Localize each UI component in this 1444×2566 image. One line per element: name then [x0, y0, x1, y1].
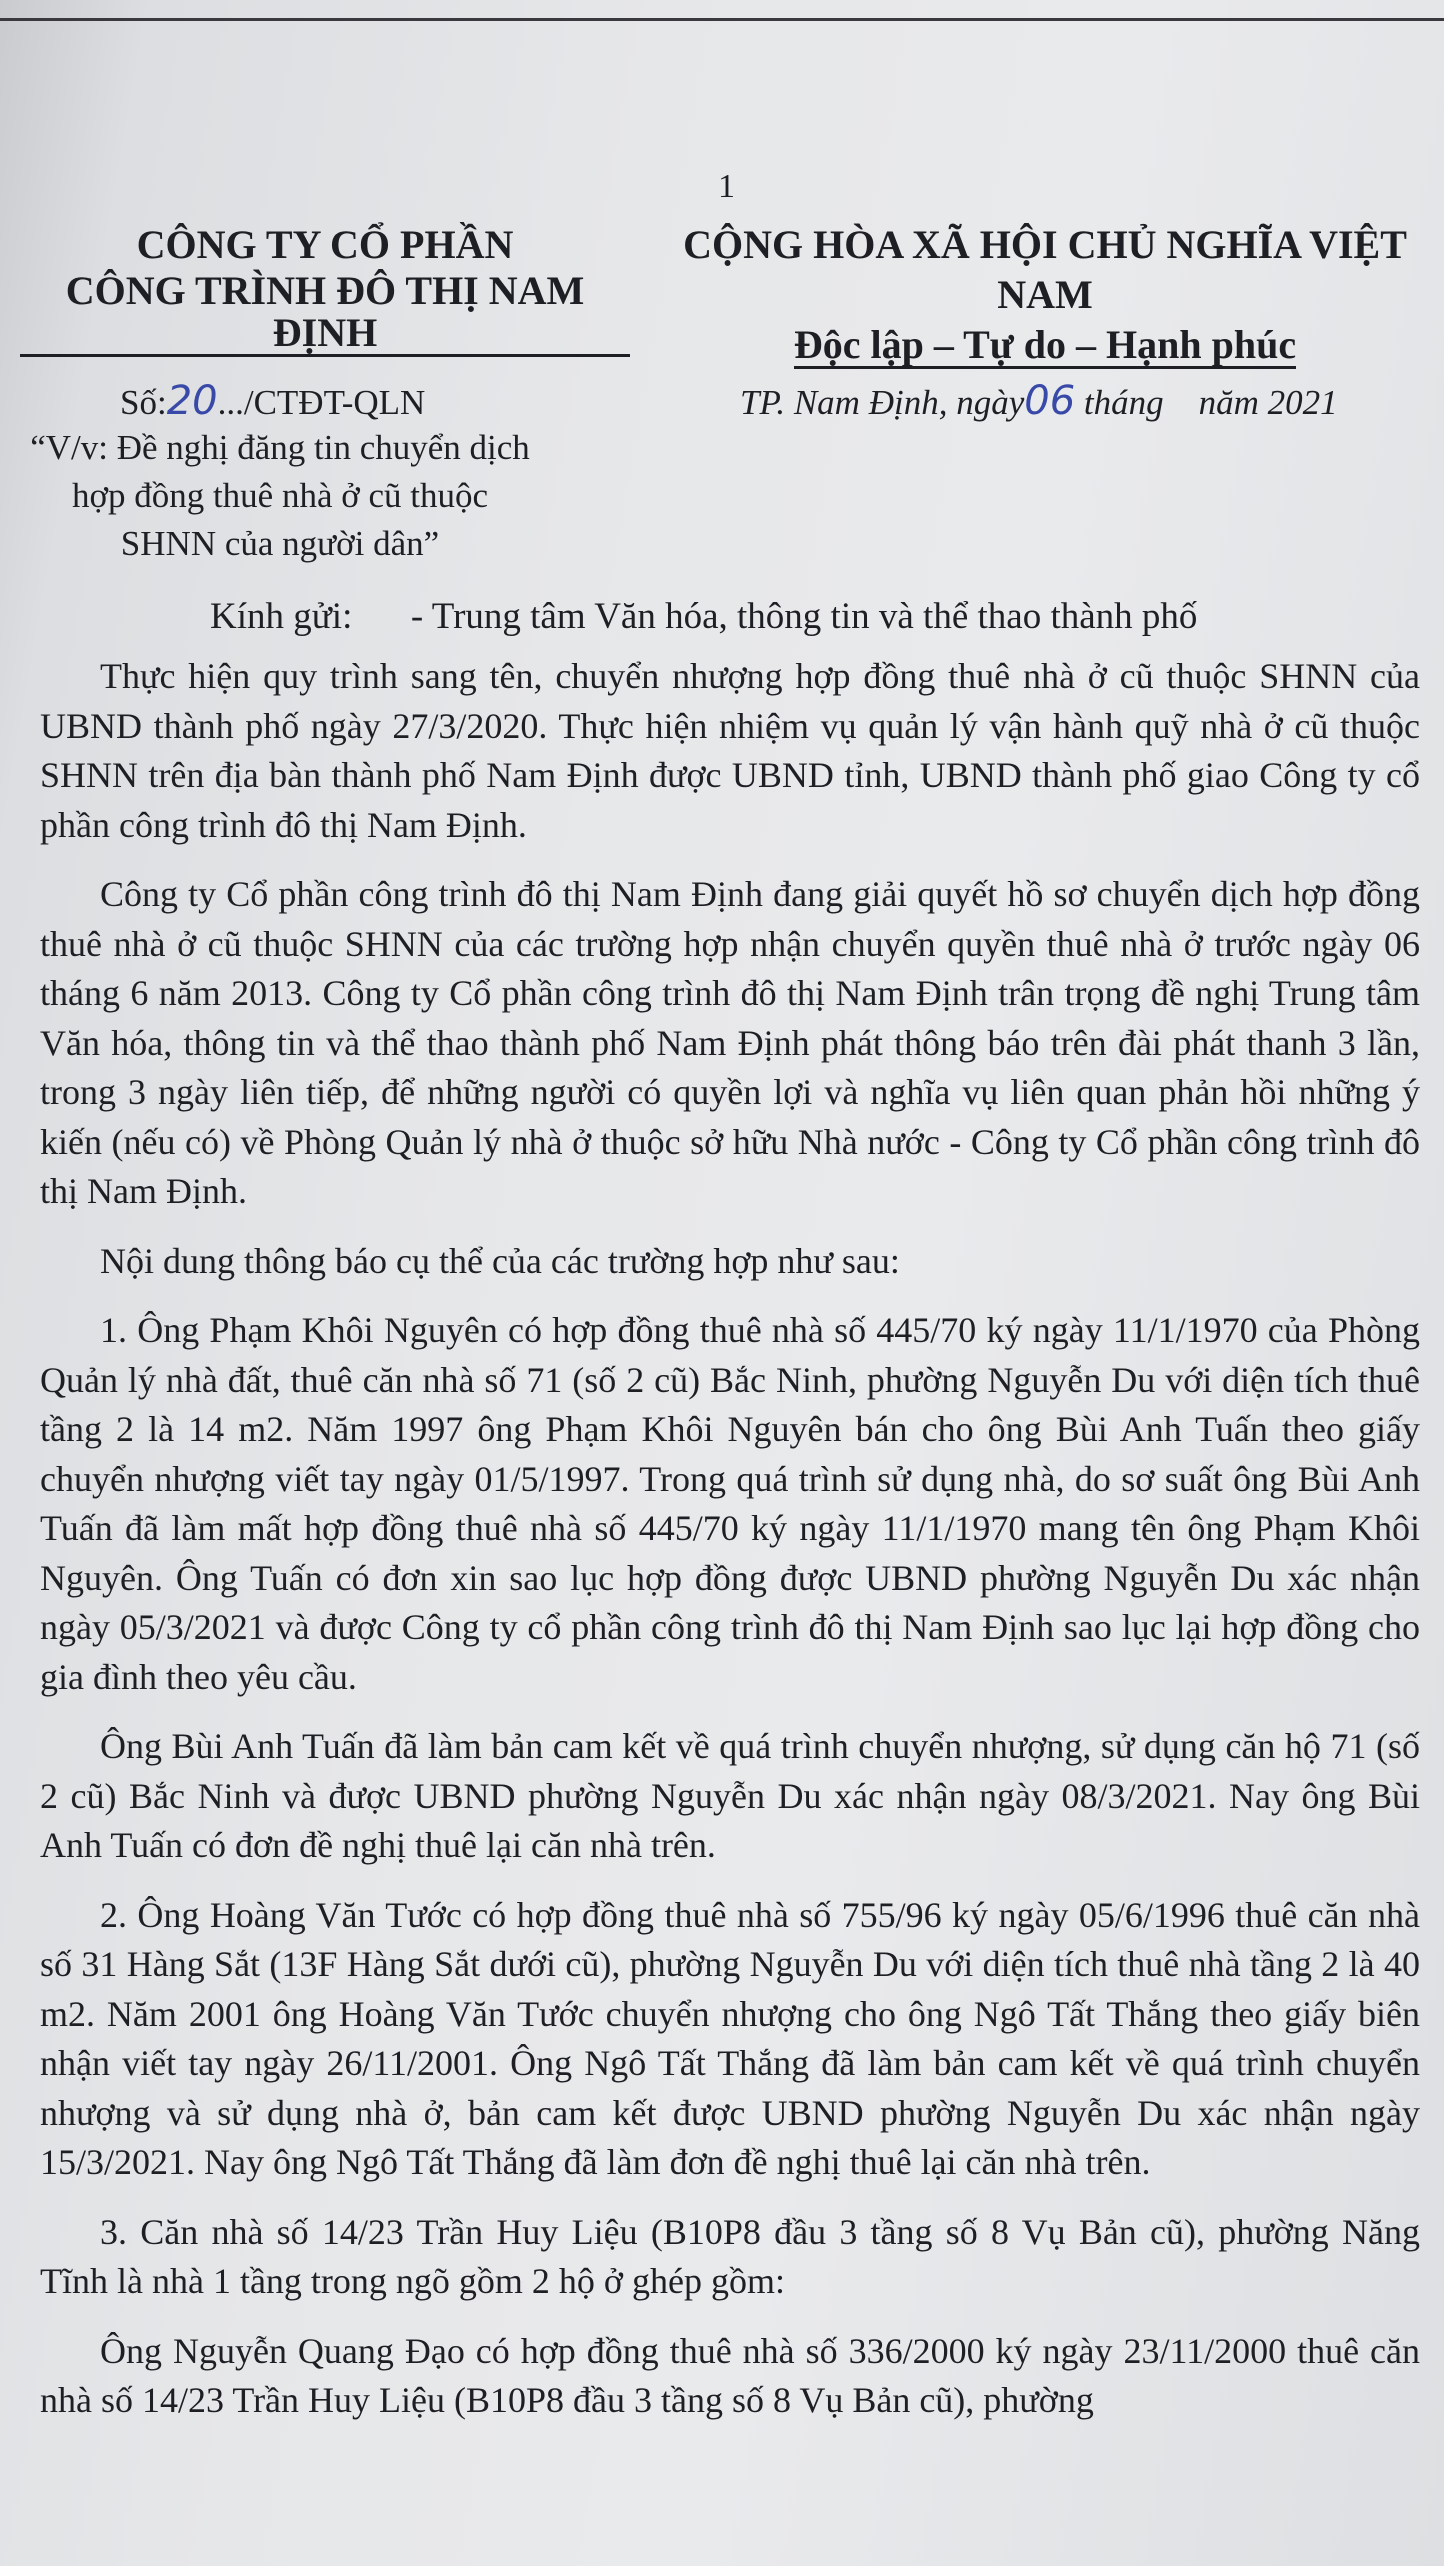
subject-block — [0, 424, 560, 568]
paragraph: Ông Bùi Anh Tuấn đã làm bản cam kết về quá trình chuyển nhượng, sử dụng căn hộ 71 (số 2 cũ) Bắc Ninh và được UBND phường Nguyễn Du xác nhận ngày 08/3/2021. Nay ông Bùi Anh Tuấn có đơn đề nghị thuê lại căn nhà trên. — [40, 1726, 1420, 1865]
subject-line-2: hợp đồng thuê nhà ở cũ thuộc — [71, 476, 489, 515]
recipient-label: Kính gửi: — [210, 596, 353, 637]
top-edge-line — [0, 18, 1444, 21]
date-rest: tháng năm 2021 — [1083, 383, 1338, 422]
subject-line-1: “V/v: Đề nghị đăng tin chuyển dịch — [30, 428, 530, 467]
paragraph: Nội dung thông báo cụ thể của các trường hợp như sau: — [100, 1240, 900, 1281]
document-number — [120, 378, 425, 424]
company-line-1: CÔNG TY CỔ PHẦN — [136, 222, 514, 267]
paragraph: 3. Căn nhà số 14/23 Trần Huy Liệu (B10P8 đầu 3 tầng số 8 Vụ Bản cũ), phường Năng Tĩnh là nhà 1 tầng trong ngõ gồm 2 hộ ở ghép gồm: — [40, 2211, 1420, 2301]
paragraph: Thực hiện quy trình sang tên, chuyển nhượng hợp đồng thuê nhà ở cũ thuộc SHNN của UBND thành phố ngày 27/3/2020. Thực hiện nhiệm vụ quản lý vận hành quỹ nhà ở cũ thuộc SHNN trên địa bàn thành phố Nam Định được UBND tỉnh, UBND thành phố giao Công ty cổ phần công trình đô thị Nam Định. — [40, 656, 1420, 845]
paragraph: 1. Ông Phạm Khôi Nguyên có hợp đồng thuê nhà số 445/70 ký ngày 11/1/1970 của Phòng Quản lý nhà đất, thuê căn nhà số 71 (số 2 cũ) Bắc Ninh, phường Nguyễn Du với diện tích thuê tầng 2 là 14 m2. Năm 1997 ông Phạm Khôi Nguyên bán cho ông Bùi Anh Tuấn theo giấy chuyển nhượng viết tay ngày 01/5/1997. Trong quá trình sử dụng nhà, do sơ suất ông Bùi Anh Tuấn đã làm mất hợp đồng thuê nhà số 445/70 ký ngày 11/1/1970 mang tên ông Phạm Khôi Nguyên. Ông Tuấn có đơn xin sao lục hợp đồng được UBND phường Nguyễn Du xác nhận ngày 05/3/2021 và được Công ty cổ phần công trình đô thị Nam Định sao lục lại hợp đồng cho gia đình theo yêu cầu. — [40, 1310, 1420, 1697]
doc-number-prefix: Số: — [120, 383, 167, 422]
paragraph: Ông Nguyễn Quang Đạo có hợp đồng thuê nhà số 336/2000 ký ngày 23/11/2000 thuê căn nhà số 14/23 Trần Huy Liệu (B10P8 đầu 3 tầng số 8 Vụ Bản cũ), phường — [40, 2330, 1420, 2420]
page-number: 1 — [718, 168, 735, 205]
place-date — [740, 378, 1338, 424]
doc-number-handwritten: 20 — [166, 378, 218, 424]
nation-title: CỘNG HÒA XÃ HỘI CHỦ NGHĨA VIỆT NAM — [683, 222, 1407, 317]
document-body — [40, 652, 1420, 2426]
doc-number-suffix: .../CTĐT-QLN — [217, 383, 426, 422]
company-line-2: CÔNG TRÌNH ĐÔ THỊ NAM ĐỊNH — [20, 270, 630, 357]
subject-line-3: SHNN của người dân” — [120, 524, 440, 563]
recipient-line — [210, 595, 1197, 638]
company-header — [20, 220, 630, 358]
recipient-name: - Trung tâm Văn hóa, thông tin và thể thao thành phố — [410, 596, 1198, 637]
place-label: TP. Nam Định, ngày — [740, 383, 1025, 422]
paragraph: Công ty Cổ phần công trình đô thị Nam Định đang giải quyết hồ sơ chuyển dịch hợp đồng thuê nhà ở cũ thuộc SHNN của các trường hợp nhận chuyển quyền thuê nhà ở trước ngày 06 tháng 6 năm 2013. Công ty Cổ phần công trình đô thị Nam Định trân trọng đề nghị Trung tâm Văn hóa, thông tin và thể thao thành phố Nam Định phát thông báo trên đài phát thanh 3 lần, trong 3 ngày liên tiếp, để những người có quyền lợi và nghĩa vụ liên quan phản hồi những ý kiến (nếu có) về Phòng Quản lý nhà ở thuộc sở hữu Nhà nước - Công ty Cổ phần công trình đô thị Nam Định. — [40, 874, 1420, 1211]
date-day-handwritten: 06 — [1024, 378, 1076, 424]
paragraph: 2. Ông Hoàng Văn Tước có hợp đồng thuê nhà số 755/96 ký ngày 05/6/1996 thuê căn nhà số 31 Hàng Sắt (13F Hàng Sắt dưới cũ), phường Nguyễn Du với diện tích thuê nhà tầng 2 là 40 m2. Năm 2001 ông Hoàng Văn Tước chuyển nhượng cho ông Ngô Tất Thắng theo giấy biên nhận viết tay ngày 26/11/2001. Ông Ngô Tất Thắng đã làm bản cam kết về quá trình chuyển nhượng và sử dụng nhà ở, bản cam kết được UBND phường Nguyễn Du xác nhận ngày 15/3/2021. Nay ông Ngô Tất Thắng đã làm đơn đề nghị thuê lại căn nhà trên. — [40, 1894, 1420, 2182]
nation-motto: Độc lập – Tự do – Hạnh phúc — [793, 322, 1297, 367]
national-header — [650, 220, 1440, 370]
